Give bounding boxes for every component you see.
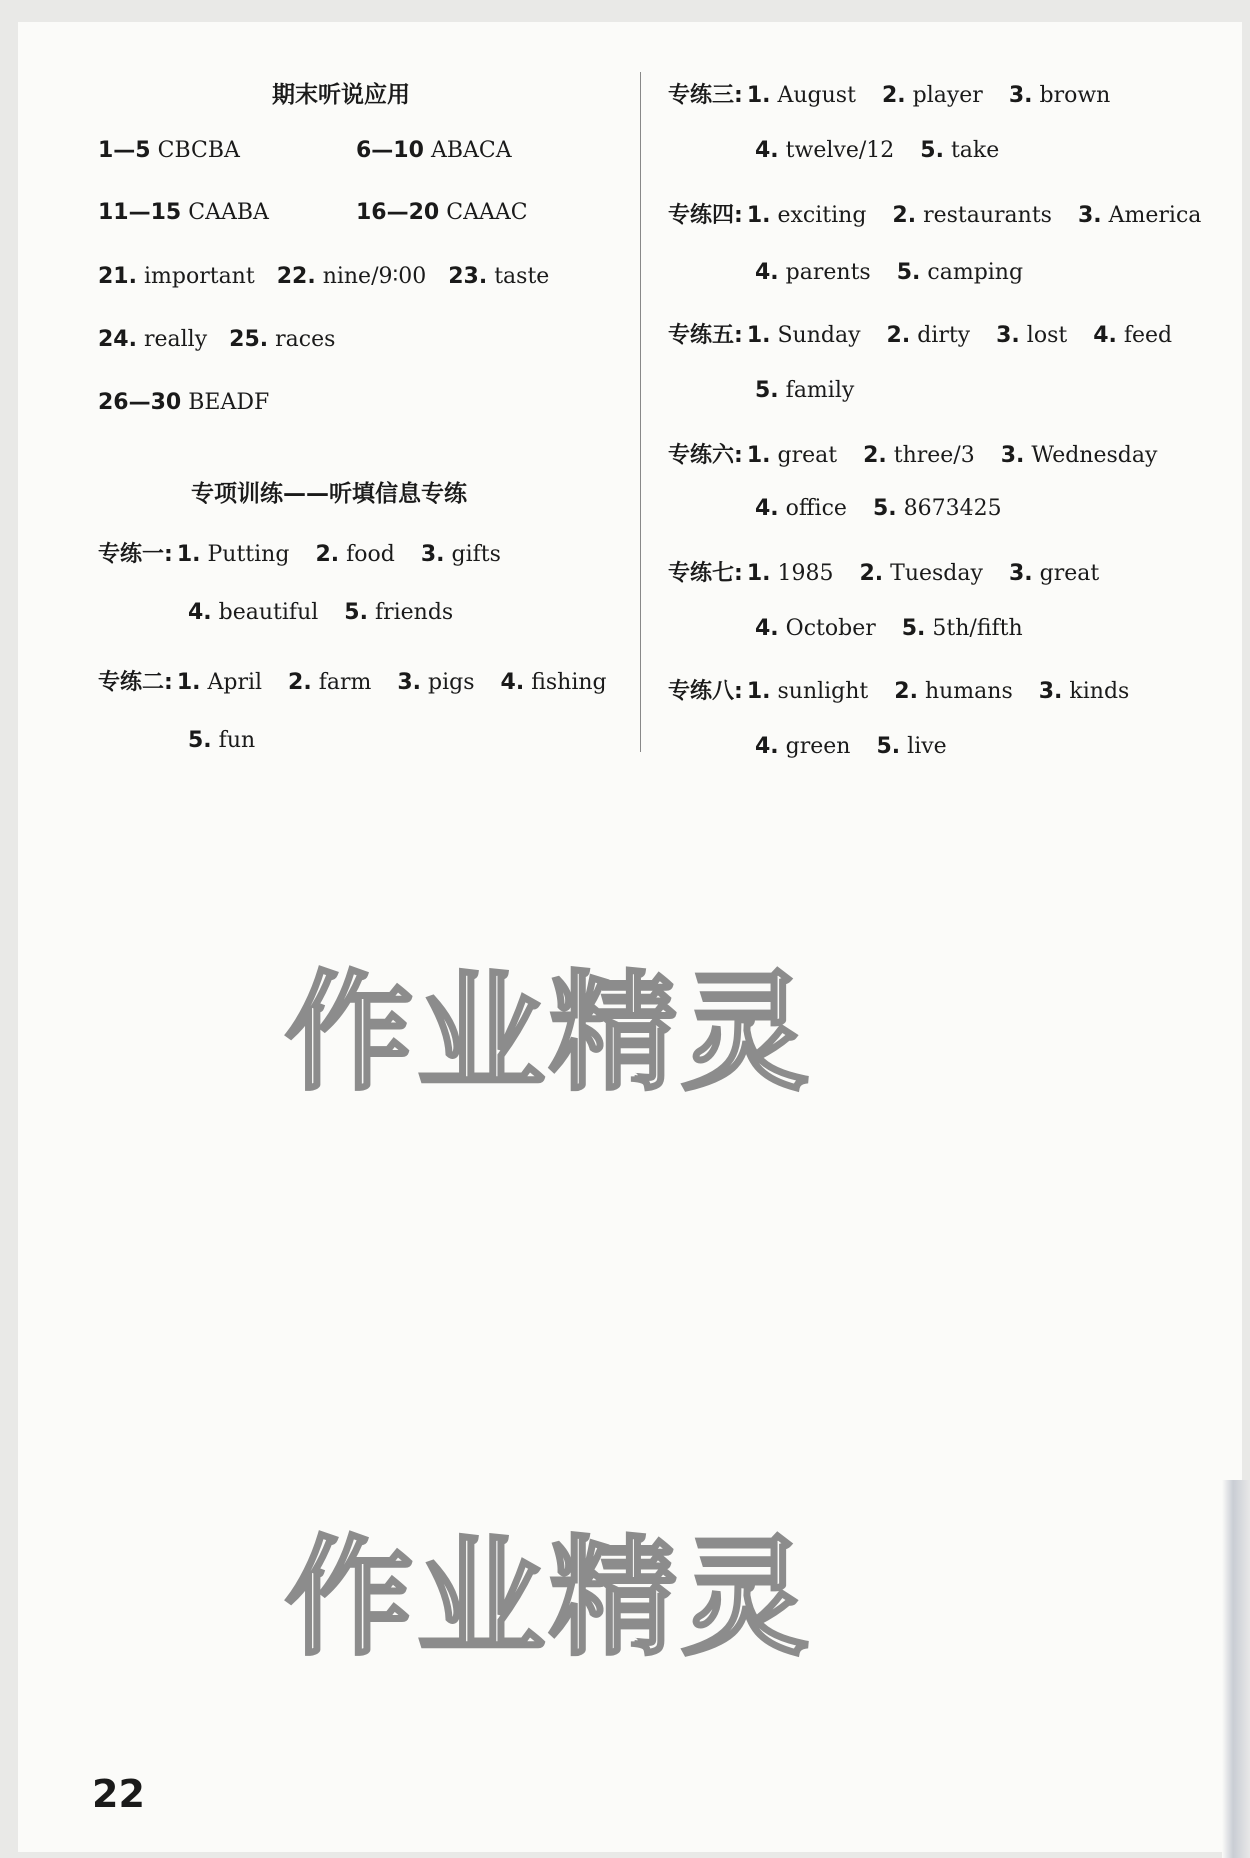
answer-text: BEADF [188,390,270,415]
question-number: 4. [755,734,779,759]
answer-item [98,264,255,289]
answer-text: food [346,542,395,567]
answer-item [755,734,850,759]
answer-text: fishing [531,670,607,695]
answer-text: lost [1026,323,1068,348]
section-title-special-training: 专项训练——听填信息专练 [191,481,467,507]
question-number: 2. [881,83,906,108]
answer-text: CBCBA [157,138,240,163]
answer-text: fun [218,728,256,753]
drill-line [668,674,1155,705]
answer-row [98,390,291,415]
drill-label: 专练二: [98,670,173,695]
answer-item [397,670,474,695]
answer-item [876,734,946,759]
answer-item [882,83,983,108]
answer-item [98,390,269,415]
answer-text: Wednesday [1031,443,1158,468]
answer-text: Putting [207,542,290,567]
answer-item [356,138,512,163]
drill-line [668,438,1183,469]
answer-text: humans [924,679,1013,704]
answer-item [188,600,318,625]
question-number: 3. [1000,443,1025,468]
answer-item [98,327,207,352]
drill-label: 专练五: [668,323,743,348]
answer-row [98,138,534,163]
answer-text: parents [785,260,871,285]
answer-item [747,443,837,468]
answer-text: kinds [1069,679,1130,704]
answer-item [996,323,1067,348]
answer-text: restaurants [923,203,1052,228]
drill-line [755,260,1049,285]
question-number: 1. [176,670,201,695]
question-number: 5. [755,378,779,403]
answer-text: races [275,327,336,352]
answer-item [288,670,371,695]
question-number: 2. [892,203,917,228]
answer-item [229,327,335,352]
question-number: 3. [420,542,445,567]
answer-item [747,323,861,348]
question-number: 4. [755,138,779,163]
answer-item [315,542,394,567]
question-number: 4. [755,260,779,285]
answer-text: CAABA [188,200,269,225]
question-number: 5. [896,260,921,285]
page-number: 22 [92,1772,145,1816]
answer-row [98,327,357,352]
answer-row [98,264,571,289]
answer-text: live [907,734,947,759]
question-number: 4. [500,670,525,695]
watermark-top: 作业精灵 [285,959,814,1108]
question-number: 3. [1008,83,1033,108]
answer-text: 5th/fifth [932,616,1023,641]
answer-text: Sunday [777,323,861,348]
answer-text: exciting [777,203,867,228]
drill-line [755,734,973,759]
question-number: 3. [397,670,422,695]
answer-text: nine/9∶00 [322,264,427,289]
answer-text: farm [318,670,372,695]
answer-item [421,542,501,567]
answer-item [892,203,1052,228]
drill-label: 专练七: [668,561,743,586]
question-number: 5. [901,616,926,641]
drill-line [668,198,1227,229]
answer-item [1009,83,1111,108]
question-number: 3. [996,323,1020,348]
drill-line [668,318,1198,349]
question-number: 1. [746,203,771,228]
question-number: 5. [188,728,212,753]
question-number: 3. [1077,203,1102,228]
question-number: 4. [1093,323,1117,348]
question-number: 3. [1008,561,1033,586]
question-number: 6—10 [356,138,424,163]
answer-text: sunlight [777,679,869,704]
answer-item [277,264,427,289]
drill-line [98,537,527,568]
page-edge-shadow [1222,1480,1250,1858]
question-number: 1. [746,83,771,108]
answer-text: 1985 [777,561,834,586]
answer-item [747,561,834,586]
answer-text: camping [927,260,1024,285]
answer-text: really [143,327,208,352]
drill-line [755,378,880,403]
answer-item [755,496,847,521]
question-number: 2. [886,323,911,348]
answer-text: player [912,83,983,108]
drill-line [188,728,281,753]
drill-line [668,78,1136,109]
drill-line [755,138,1025,163]
question-number: 2. [863,443,887,468]
answer-text: friends [374,600,454,625]
answer-text: great [777,443,838,468]
answer-text: taste [494,264,550,289]
drill-label: 专练六: [668,443,743,468]
question-number: 4. [755,616,779,641]
drill-line [98,665,633,696]
answer-text: gifts [451,542,501,567]
question-number: 21. [98,264,137,289]
answer-text: great [1039,561,1100,586]
answer-item [177,670,262,695]
question-number: 5. [872,496,897,521]
question-number: 1—5 [98,138,151,163]
answer-item [747,679,868,704]
answer-text: twelve/12 [785,138,895,163]
answer-item [98,200,356,225]
answer-item [344,600,453,625]
column-divider [640,72,641,752]
question-number: 1. [746,679,771,704]
answer-item [887,323,971,348]
answer-item [448,264,549,289]
drill-line [188,600,479,625]
answer-item [894,679,1012,704]
answer-item [1093,323,1172,348]
answer-text: 8673425 [903,496,1002,521]
answer-item [188,728,255,753]
answer-text: family [785,378,855,403]
drill-label: 专练三: [668,83,743,108]
section-title-final-listening: 期末听说应用 [272,82,410,108]
answer-text: three/3 [893,443,975,468]
answer-item [755,138,894,163]
question-number: 1. [176,542,201,567]
drill-line [755,616,1049,641]
question-number: 11—15 [98,200,182,225]
question-number: 2. [288,670,312,695]
answer-item [920,138,999,163]
watermark-bottom: 作业精灵 [285,1524,814,1673]
question-number: 1. [746,323,771,348]
question-number: 23. [448,264,488,289]
answer-item [873,496,1002,521]
question-number: 25. [229,327,269,352]
question-number: 16—20 [356,200,440,225]
answer-text: Tuesday [890,561,983,586]
question-number: 3. [1038,679,1063,704]
question-number: 5. [344,600,368,625]
answer-item [755,260,871,285]
answer-text: feed [1123,323,1173,348]
answer-text: green [785,734,851,759]
answer-item [755,378,854,403]
drill-line [755,496,1028,521]
answer-item [177,542,290,567]
drill-label: 专练八: [668,679,743,704]
answer-item [747,83,856,108]
answer-item [897,260,1023,285]
answer-item [1039,679,1130,704]
answer-text: pigs [428,670,475,695]
answer-text: CAAAC [446,200,528,225]
question-number: 1. [746,443,771,468]
answer-text: beautiful [218,600,319,625]
answer-item [747,203,867,228]
answer-text: ABACA [430,138,512,163]
answer-item [1009,561,1099,586]
drill-line [668,556,1125,587]
question-number: 22. [276,264,316,289]
question-number: 2. [315,542,340,567]
answer-text: take [950,138,1000,163]
answer-text: dirty [917,323,971,348]
question-number: 2. [859,561,884,586]
question-number: 26—30 [98,390,182,415]
answer-text: office [785,496,847,521]
question-number: 4. [188,600,212,625]
answer-item [902,616,1023,641]
question-number: 1. [746,561,771,586]
answer-item [98,138,356,163]
answer-item [859,561,982,586]
drill-label: 专练一: [98,542,173,567]
drill-label: 专练四: [668,203,743,228]
answer-text: October [785,616,876,641]
question-number: 5. [876,734,901,759]
question-number: 4. [755,496,779,521]
answer-item [863,443,975,468]
answer-text: important [143,264,255,289]
question-number: 24. [98,327,137,352]
answer-text: August [777,83,856,108]
answer-text: brown [1039,83,1111,108]
answer-item [501,670,607,695]
answer-text: April [207,670,263,695]
answer-item [1001,443,1158,468]
answer-item [356,200,528,225]
answer-row [98,200,550,225]
answer-text: America [1108,203,1202,228]
question-number: 2. [894,679,918,704]
answer-item [755,616,876,641]
question-number: 5. [920,138,944,163]
answer-item [1078,203,1201,228]
